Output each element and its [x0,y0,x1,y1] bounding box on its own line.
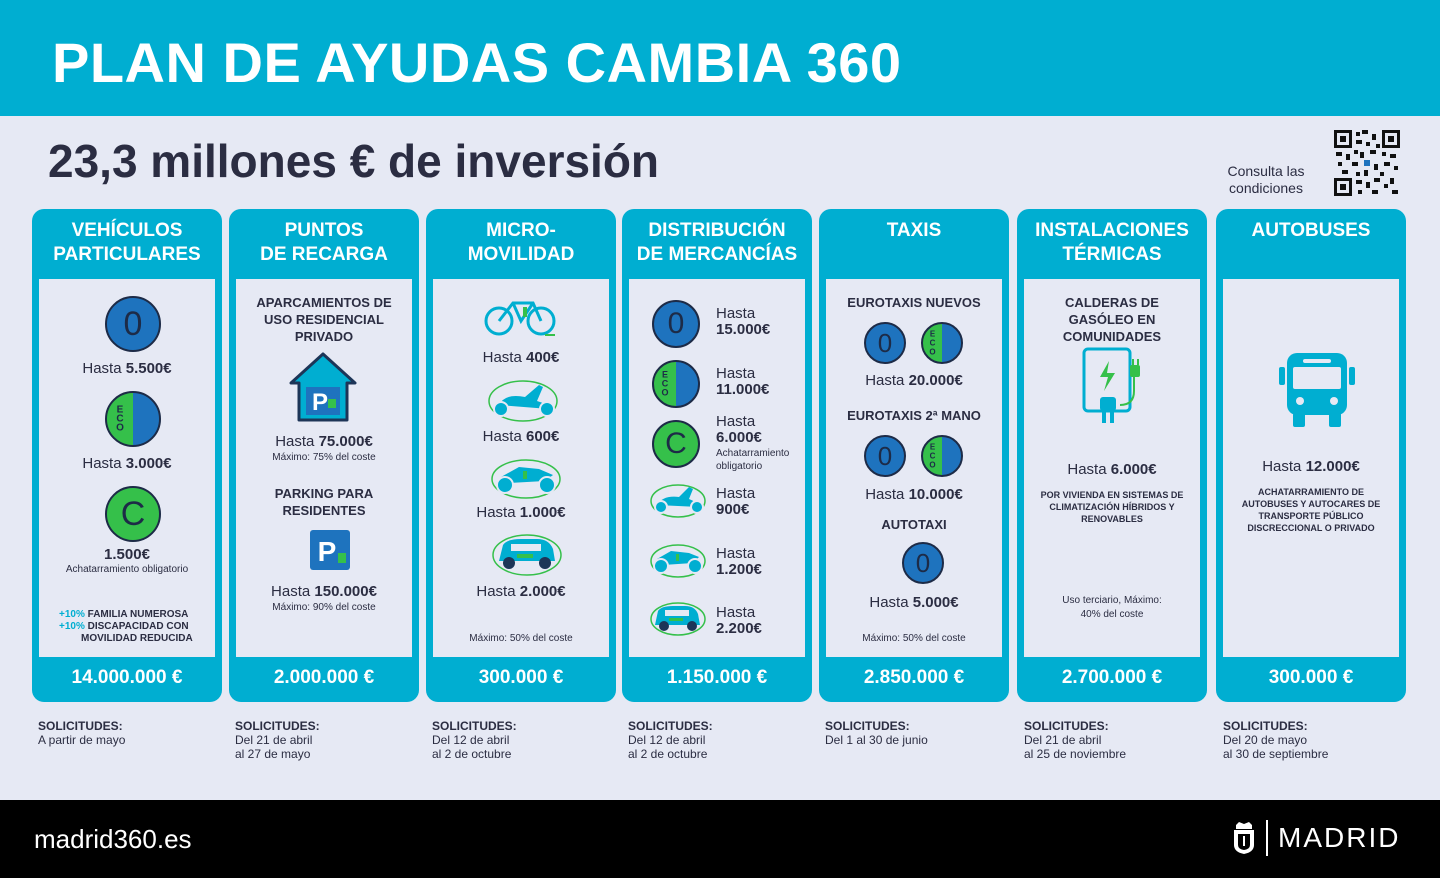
amount-label-zero: Hasta 15.000€ [716,305,771,338]
card-title: VEHÍCULOS PARTICULARES [53,220,201,265]
tertiary-note-line2: 40% del coste [1080,609,1144,620]
card-body [1024,279,1200,657]
heading-autotaxi: AUTOTAXI [881,517,947,532]
amount-motorcycle: Hasta 1.000€ [476,504,566,521]
electric-car-icon [491,531,563,577]
header-bar [0,0,1440,116]
card-title: MICRO- MOVILIDAD [467,220,575,265]
card-title: AUTOBUSES [1251,220,1371,241]
bicycle-icon [483,293,559,341]
label-zero-icon: 0 [652,300,700,348]
card-taxis [819,209,1009,702]
solicitudes-mercancias: SOLICITUDES: Del 12 de abril al 2 de octubre [628,719,713,761]
solicitudes-taxis: SOLICITUDES: Del 1 al 30 de junio [825,719,928,747]
label-c-icon: C [652,420,700,468]
solicitudes-micromovilidad: SOLICITUDES: Del 12 de abril al 2 de octubre [432,719,517,761]
label-c-icon: C [105,486,161,542]
solicitudes-recarga: SOLICITUDES: Del 21 de abril al 27 de mayo [235,719,320,761]
solicitudes-autobuses: SOLICITUDES: Del 20 de mayo al 30 de septiembre [1223,719,1329,761]
amount-label-eco: Hasta 11.000€ [716,365,770,398]
delivery-motorcycle-icon [649,539,707,579]
amount-boilers: Hasta 6.000€ [1067,461,1157,478]
label-eco-icon: E C O [921,435,963,477]
delivery-car-icon [649,599,707,637]
amount-car: Hasta 2.200€ [716,604,762,637]
amount-private-parking: Hasta 75.000€ [275,433,373,450]
card-body [629,279,805,657]
heading-used-eurotaxis: EUROTAXIS 2ª MANO [847,408,981,423]
qr-code-icon[interactable] [1334,130,1400,196]
note-private-parking: Máximo: 75% del coste [272,452,376,463]
amount-motorcycle: Hasta 1.200€ [716,545,762,578]
website-link[interactable]: madrid360.es [34,824,192,854]
card-title: TAXIS [886,220,942,241]
label-zero-icon: 0 [864,435,906,477]
amount-bus: Hasta 12.000€ [1262,458,1360,475]
tertiary-note-line1: Uso terciario, Máximo: [1062,595,1162,606]
madrid-crest-icon [1232,821,1256,855]
detail-bus: ACHATARRAMIENTO DE AUTOBUSES Y AUTOCARES DE TRANSPORTE PÚBLICO DISCRECCIONAL O PRIVADO [1241,487,1381,533]
electric-motorcycle-icon [489,453,563,501]
scrap-note: Achatarramiento obligatorio [716,448,790,472]
label-eco-icon: E C O [652,360,700,408]
card-micromovilidad [426,209,616,702]
card-title: DISTRIBUCIÓN DE MERCANCÍAS [636,220,798,265]
detail-boilers: POR VIVIENDA EN SISTEMAS DE CLIMATIZACIÓN HÍBRIDOS Y RENOVABLES [1040,490,1184,524]
parking-house-icon [288,351,358,423]
amount-scooter: Hasta 900€ [716,485,756,518]
card-budget: 300.000 € [478,667,564,688]
label-zero-icon: 0 [902,542,944,584]
heading-new-eurotaxis: EUROTAXIS NUEVOS [847,295,981,310]
card-distribucion-mercancias [622,209,812,702]
max-note: Máximo: 50% del coste [862,633,966,644]
page-title: PLAN DE AYUDAS CAMBIA 360 [52,31,902,94]
amount-scooter: Hasta 600€ [482,428,560,445]
investment-subtitle: 23,3 millones € de inversión [48,135,660,187]
card-title: PUNTOS DE RECARGA [260,220,388,265]
heat-pump-charger-icon [1080,345,1160,431]
note-resident-parking: Máximo: 90% del coste [272,602,376,613]
heading-private-parking: APARCAMIENTOS DE USO RESIDENCIAL PRIVADO [256,295,392,344]
card-budget: 14.000.000 € [71,667,183,688]
amount-label-c: Hasta 6.000€ [716,413,762,446]
card-puntos-recarga [229,209,419,702]
label-eco-icon: E C O [921,322,963,364]
card-body [433,279,609,657]
footer-bar [0,800,1440,878]
madrid-logo-text: MADRID [1278,822,1401,853]
electric-scooter-icon [485,375,561,425]
label-eco-icon: E C O [105,391,161,447]
delivery-scooter-icon [649,479,707,519]
label-zero-icon: 0 [105,296,161,352]
card-vehiculos-particulares [32,209,222,702]
card-budget: 2.700.000 € [1061,667,1163,688]
card-body [236,279,412,657]
card-body [826,279,1002,657]
card-title: INSTALACIONES TÉRMICAS [1035,220,1189,265]
bonus-disability-line2: MOVILIDAD REDUCIDA [81,633,193,644]
parking-charger-icon [309,529,351,571]
amount-used-eurotaxis: Hasta 10.000€ [865,486,963,503]
card-budget: 2.000.000 € [273,667,375,688]
heading-resident-parking: PARKING PARA RESIDENTES [274,486,374,518]
bonus-disability: +10% DISCAPACIDAD CON [59,621,189,632]
qr-label: Consulta las condiciones [1227,163,1305,196]
label-zero-icon: 0 [864,322,906,364]
svg-text:P: P [311,389,329,416]
amount-car: Hasta 2.000€ [476,583,566,600]
card-body [39,279,215,657]
scrap-note: Achatarramiento obligatorio [65,564,189,575]
amount-label-c: 1.500€ [104,546,150,563]
card-budget: 300.000 € [1268,667,1354,688]
amount-autotaxi: Hasta 5.000€ [869,594,959,611]
heading-boilers: CALDERAS DE GASÓLEO EN COMUNIDADES [1062,295,1162,344]
svg-text:P: P [317,536,337,567]
solicitudes-termicas: SOLICITUDES: Del 21 de abril al 25 de noviembre [1024,719,1127,761]
card-instalaciones-termicas [1017,209,1207,702]
bonus-large-family: +10% FAMILIA NUMEROSA [59,609,189,620]
card-budget: 1.150.000 € [666,667,768,688]
bus-icon [1279,351,1355,429]
footer-divider [1266,820,1268,856]
amount-label-zero: Hasta 5.500€ [82,360,172,377]
max-note: Máximo: 50% del coste [469,633,573,644]
card-body [1223,279,1399,657]
amount-resident-parking: Hasta 150.000€ [271,583,377,600]
card-budget: 2.850.000 € [863,667,965,688]
amount-new-eurotaxis: Hasta 20.000€ [865,372,963,389]
amount-label-eco: Hasta 3.000€ [82,455,172,472]
solicitudes-vehiculos: SOLICITUDES: A partir de mayo [38,719,126,747]
amount-bicycle: Hasta 400€ [482,349,560,366]
card-autobuses [1216,209,1406,702]
